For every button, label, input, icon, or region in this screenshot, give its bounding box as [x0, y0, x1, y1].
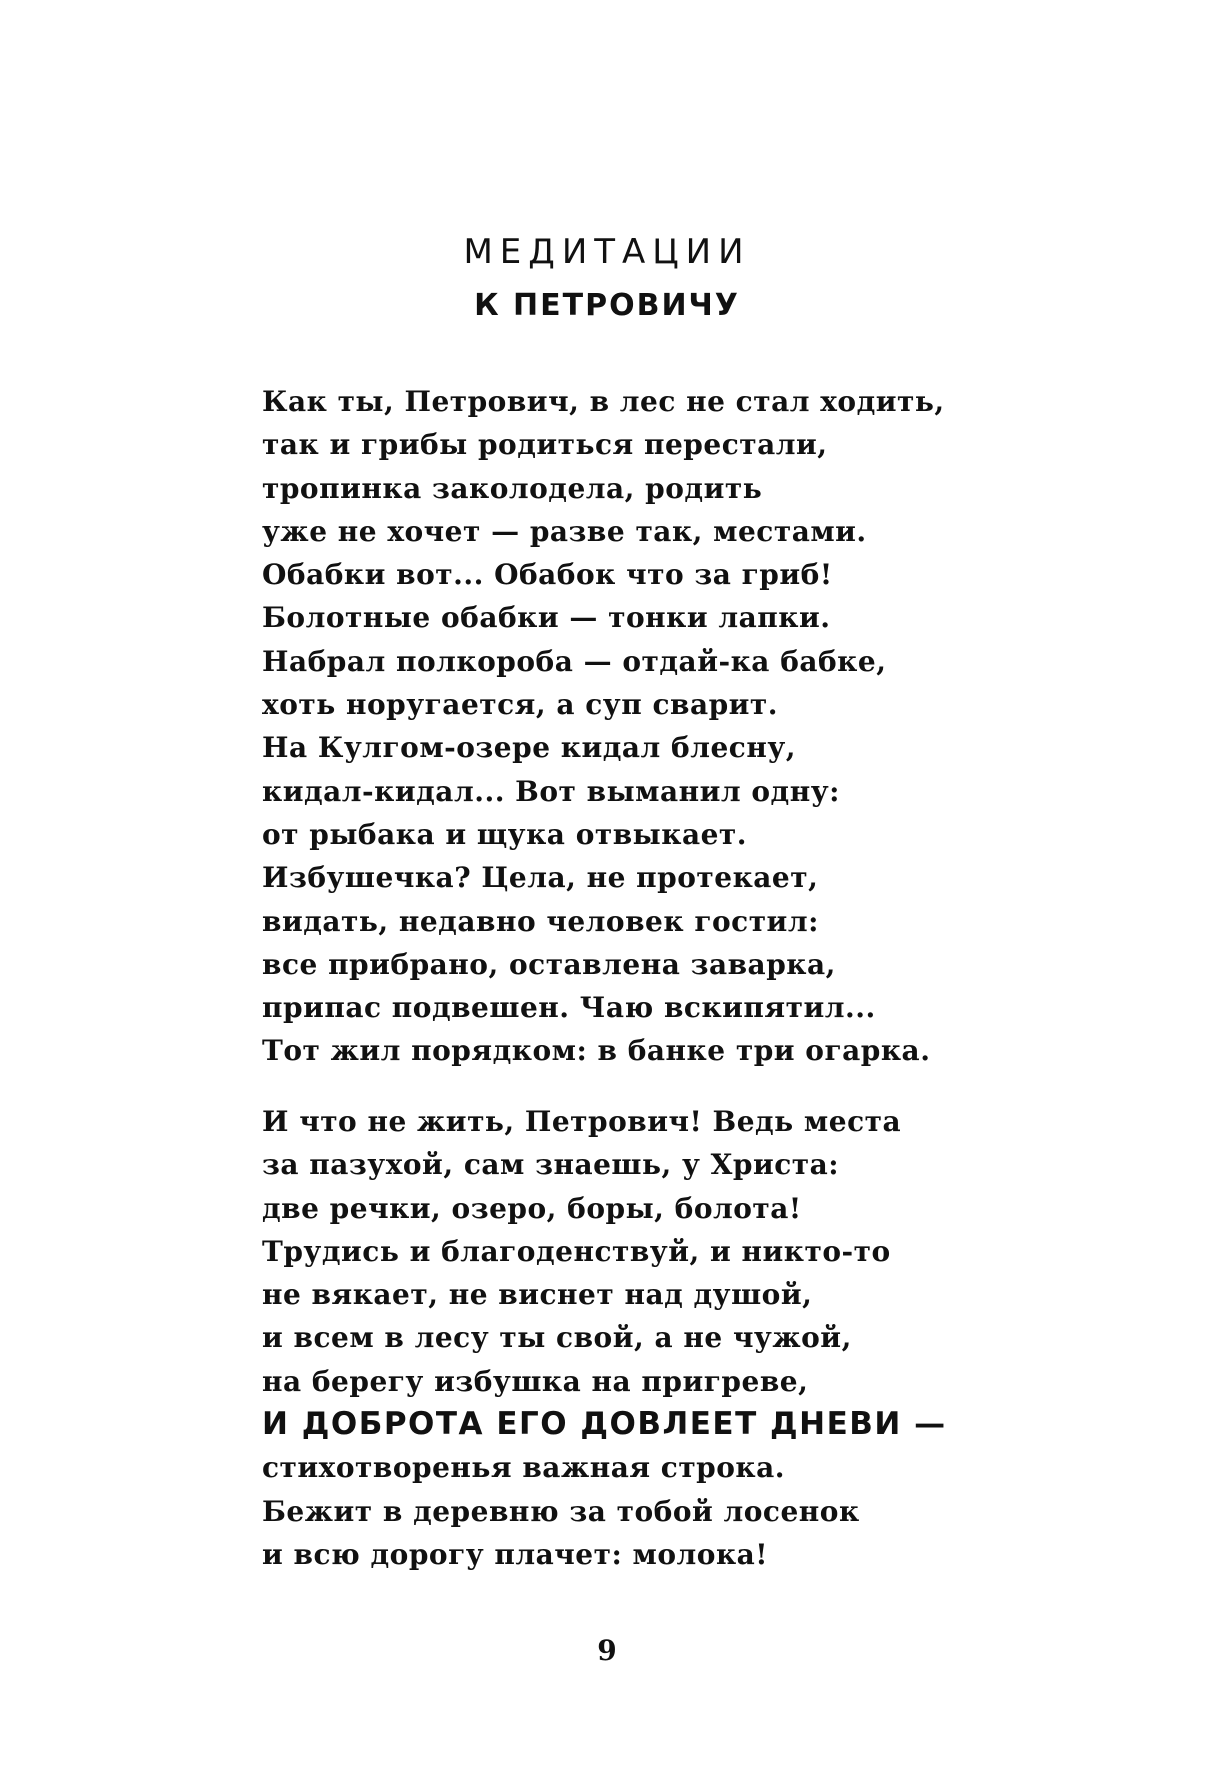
section-title: МЕДИТАЦИИ [463, 232, 751, 272]
poem-title: К ПЕТРОВИЧУ [474, 288, 740, 323]
poem-line: за пазухой, сам знаешь, у Христа: [262, 1148, 840, 1182]
poem-line: тропинка заколодела, родить [262, 471, 763, 505]
poem-line: и всем в лесу ты свой, а не чужой, [262, 1321, 852, 1355]
poem-line-caps: И ДОБРОТА ЕГО ДОВЛЕЕТ ДНЕВИ — [262, 1406, 947, 1443]
stanza-1 [262, 380, 945, 1073]
poem-line: все прибрано, оставлена заварка, [262, 947, 836, 981]
poem-line: Трудись и благоденствуй, и никто-то [262, 1234, 891, 1268]
poem-line: Набрал полкороба — отдай-ка бабке, [262, 644, 887, 678]
poem-line: На Кулгом-озере кидал блесну, [262, 731, 796, 765]
poem-line: Как ты, Петрович, в лес не стал ходить, [262, 385, 945, 418]
poem-line: от рыбака и щука отвыкает. [262, 817, 748, 851]
poem-line: на берегу избушка на пригреве, [262, 1364, 809, 1398]
poem-line: Избушечка? Цела, не протекает, [262, 861, 819, 895]
poem-line: хоть норугается, а суп сварит. [262, 688, 779, 722]
page-number: 9 [597, 1634, 617, 1667]
poem-line: уже не хочет — разве так, местами. [262, 514, 867, 548]
poem-line: кидал-кидал... Вот выманил одну: [262, 774, 840, 808]
poem-line: не вякает, не виснет над душой, [262, 1278, 813, 1312]
poem-line: И что не жить, Петрович! Ведь места [262, 1105, 902, 1138]
poem-line: Тот жил порядком: в банке три огарка. [262, 1034, 931, 1068]
poem-line: Обабки вот... Обабок что за гриб! [262, 558, 833, 592]
poem-line: и всю дорогу плачет: молока! [262, 1537, 769, 1571]
poem-line: видать, недавно человек гостил: [262, 904, 819, 938]
poem-line: стихотворенья важная строка. [262, 1451, 786, 1485]
poem-line: так и грибы родиться перестали, [262, 428, 828, 462]
poem-line: две речки, озеро, боры, болота! [262, 1191, 802, 1225]
poem-line: Бежит в деревню за тобой лосенок [262, 1494, 860, 1528]
poem-line: Болотные обабки — тонки лапки. [262, 601, 831, 635]
poem-line: припас подвешен. Чаю вскипятил... [262, 991, 876, 1025]
stanza-2 [262, 1100, 947, 1576]
